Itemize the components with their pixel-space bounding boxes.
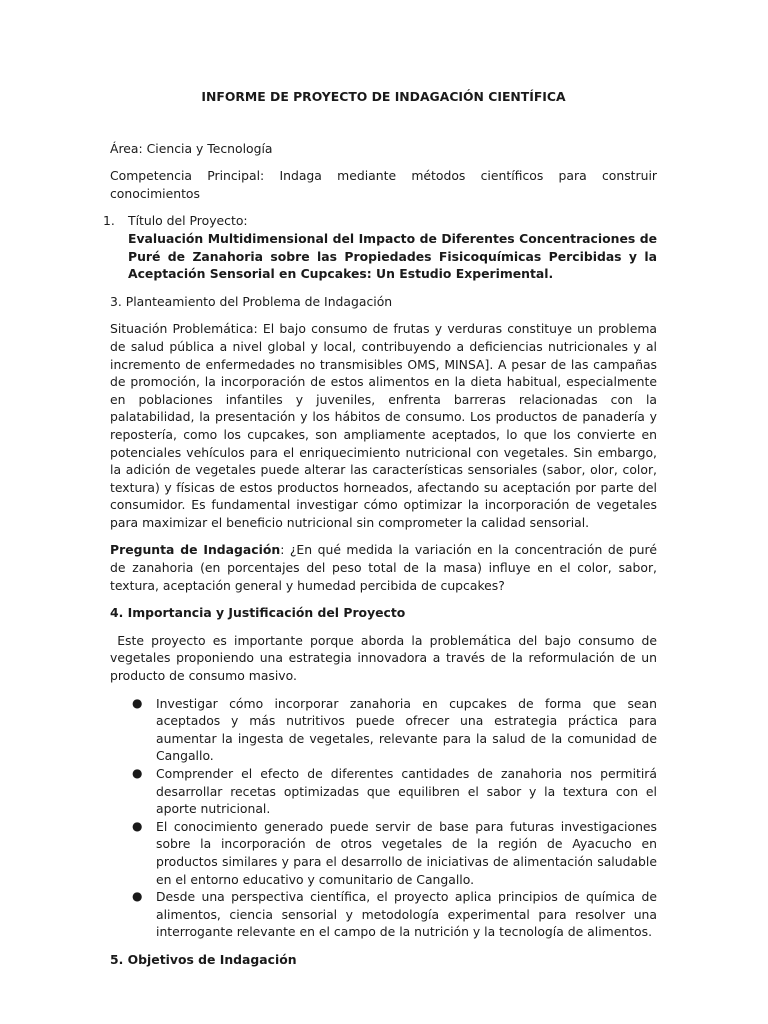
area-line: Área: Ciencia y Tecnología — [110, 140, 273, 156]
pregunta-paragraph — [110, 541, 657, 594]
document-title: INFORME DE PROYECTO DE INDAGACIÓN CIENTÍFICA — [201, 89, 566, 104]
bullet-icon: ● — [132, 766, 143, 780]
pregunta-label: Pregunta de Indagación — [110, 542, 281, 558]
project-title-item — [103, 212, 657, 282]
list-item: ● Investigar cómo incorporar zanahoria en cupcakes de forma que sean aceptados y más nutritivos puede ofrecer una estrategia práctica para aumentar la ingesta de vegetales, relevante para la salud de la comunidad de Cangallo. — [132, 695, 657, 764]
situacion-paragraph: Situación Problemática: El bajo consumo de frutas y verduras constituye un problema de salud pública a nivel global y local, contribuyendo a deficiencias nutricionales y al incremento de enfermedades no transmisibles OMS, MINSA]. A pesar de las campañas de promoción, la incorporación de estos alimentos en la dieta habitual, especialmente en poblaciones infantiles y juveniles, enfrenta barreras relacionadas con la palatabilidad, la presentación y los hábitos de consumo. Los productos de panadería y repostería, como los cupcakes, son ampliamente aceptados, lo que los convierte en potenciales vehículos para el enriquecimiento nutricional con vegetales. Sin embargo, la adición de vegetales puede alterar las características sensoriales (sabor, olor, color, textura) y físicas de estos productos horneados, afectando su aceptación por parte del consumidor. Es fundamental investigar cómo optimizar la incorporación de vegetales para maximizar el beneficio nutricional sin comprometer la calidad sensorial. — [110, 321, 657, 530]
bullet-icon: ● — [132, 695, 143, 710]
list-item: ● El conocimiento generado puede servir de base para futuras investigaciones sobre la incorporación de otros vegetales de la región de Ayacucho en productos similares y para el desarrollo de iniciativas de alimentación saludable en el entorno educativo y comunitario de Cangallo. — [132, 818, 657, 887]
list-number: 1. — [103, 213, 115, 229]
section-4-heading: 4. Importancia y Justificación del Proyecto — [110, 605, 406, 621]
justificacion-paragraph: Este proyecto es importante porque aborda la problemática del bajo consumo de vegetales proponiendo una estrategia innovadora a través de la reformulación de un producto de consumo masivo. — [110, 632, 661, 684]
competencia-line: Competencia Principal: Indaga mediante métodos científicos para construir conocimientos — [110, 168, 657, 201]
bullet-icon: ● — [132, 818, 143, 833]
project-title: Evaluación Multidimensional del Impacto de Diferentes Concentraciones de Puré de Zanahoria sobre las Propiedades Fisicoquímicas Percibidas y la Aceptación Sensorial en Cupcakes: Un Estudio Experimental. — [128, 230, 657, 282]
pregunta-text: : ¿En qué medida la variación en la concentración de puré de zanahoria (en porcentajes del peso total de la masa) influye en el color, sabor, textura, aceptación general y humedad percibida de cupcakes? — [110, 542, 657, 593]
justificacion-list — [110, 695, 657, 941]
list-item: ● Comprender el efecto de diferentes cantidades de zanahoria nos permitirá desarrollar recetas optimizadas que equilibren el sabor y la textura con el aporte nutricional. — [132, 766, 657, 817]
section-3-heading: 3. Planteamiento del Problema de Indagación — [110, 293, 393, 309]
project-title-label: Título del Proyecto: — [128, 213, 248, 229]
document-body — [103, 88, 661, 969]
list-item: ● Desde una perspectiva científica, el proyecto aplica principios de química de alimentos, ciencia sensorial y metodología experimental para resolver una interrogante relevante en el campo de la nutrición y la tecnología de alimentos. — [132, 889, 657, 940]
bullet-icon: ● — [132, 889, 143, 904]
section-5-heading: 5. Objetivos de Indagación — [110, 951, 297, 967]
